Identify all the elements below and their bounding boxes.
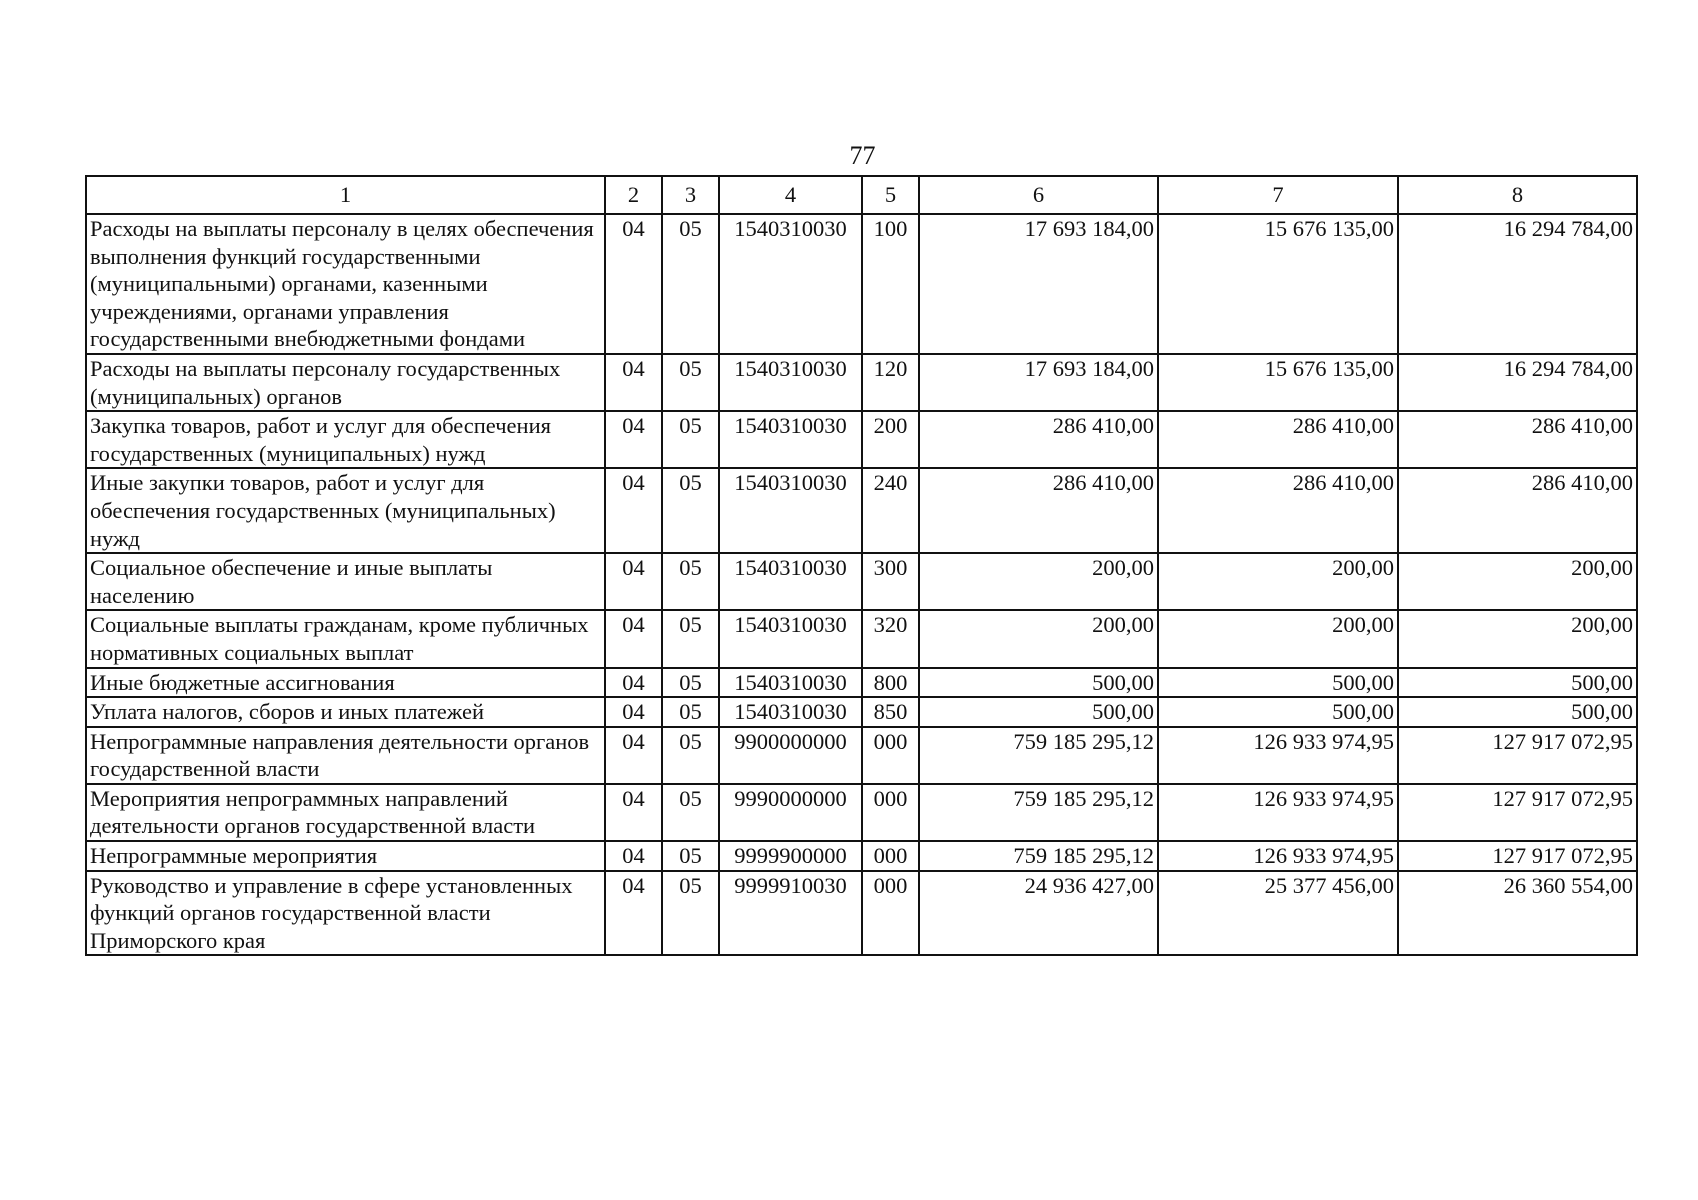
- table-row: [86, 871, 1637, 956]
- amount-col8: 500,00: [1398, 668, 1637, 698]
- table-row: [86, 610, 1637, 667]
- section-code: 04: [605, 468, 662, 553]
- expense-name: Иные закупки товаров, работ и услуг для обеспечения государственных (муниципальных) нужд: [86, 468, 605, 553]
- amount-col7: 126 933 974,95: [1158, 784, 1398, 841]
- expense-type-code: 000: [862, 727, 919, 784]
- page-number: 77: [849, 141, 876, 170]
- target-code: 1540310030: [719, 354, 862, 411]
- expense-name: Уплата налогов, сборов и иных платежей: [86, 697, 605, 727]
- amount-col8: 200,00: [1398, 610, 1637, 667]
- expense-type-code: 850: [862, 697, 919, 727]
- amount-col7: 15 676 135,00: [1158, 214, 1398, 354]
- column-header: 4: [719, 176, 862, 214]
- column-header: 6: [919, 176, 1158, 214]
- amount-col7: 200,00: [1158, 553, 1398, 610]
- subsection-code: 05: [662, 411, 719, 468]
- header-row: [86, 176, 1637, 214]
- expense-name: Социальные выплаты гражданам, кроме публичных нормативных социальных выплат: [86, 610, 605, 667]
- section-code: 04: [605, 354, 662, 411]
- section-code: 04: [605, 553, 662, 610]
- amount-col6: 759 185 295,12: [919, 727, 1158, 784]
- expense-name: Непрограммные мероприятия: [86, 841, 605, 871]
- expense-name: Непрограммные направления деятельности органов государственной власти: [86, 727, 605, 784]
- amount-col6: 286 410,00: [919, 468, 1158, 553]
- table-row: [86, 411, 1637, 468]
- target-code: 1540310030: [719, 668, 862, 698]
- amount-col6: 17 693 184,00: [919, 354, 1158, 411]
- expense-type-code: 120: [862, 354, 919, 411]
- expense-type-code: 200: [862, 411, 919, 468]
- expense-name: Закупка товаров, работ и услуг для обеспечения государственных (муниципальных) нужд: [86, 411, 605, 468]
- amount-col7: 25 377 456,00: [1158, 871, 1398, 956]
- expense-name: Социальное обеспечение и иные выплаты населению: [86, 553, 605, 610]
- target-code: 1540310030: [719, 610, 862, 667]
- amount-col8: 26 360 554,00: [1398, 871, 1637, 956]
- amount-col6: 286 410,00: [919, 411, 1158, 468]
- table-row: [86, 697, 1637, 727]
- subsection-code: 05: [662, 697, 719, 727]
- section-code: 04: [605, 668, 662, 698]
- target-code: 9999900000: [719, 841, 862, 871]
- column-header: 3: [662, 176, 719, 214]
- amount-col6: 759 185 295,12: [919, 784, 1158, 841]
- table-row: [86, 468, 1637, 553]
- amount-col8: 200,00: [1398, 553, 1637, 610]
- amount-col8: 127 917 072,95: [1398, 841, 1637, 871]
- amount-col8: 127 917 072,95: [1398, 727, 1637, 784]
- target-code: 9990000000: [719, 784, 862, 841]
- target-code: 9999910030: [719, 871, 862, 956]
- amount-col7: 286 410,00: [1158, 411, 1398, 468]
- table-row: [86, 841, 1637, 871]
- amount-col8: 500,00: [1398, 697, 1637, 727]
- target-code: 1540310030: [719, 697, 862, 727]
- section-code: 04: [605, 697, 662, 727]
- table-row: [86, 668, 1637, 698]
- section-code: 04: [605, 871, 662, 956]
- amount-col8: 127 917 072,95: [1398, 784, 1637, 841]
- column-header: 7: [1158, 176, 1398, 214]
- budget-table: [85, 175, 1638, 956]
- column-header: 2: [605, 176, 662, 214]
- subsection-code: 05: [662, 871, 719, 956]
- subsection-code: 05: [662, 841, 719, 871]
- table-row: [86, 553, 1637, 610]
- expense-type-code: 000: [862, 841, 919, 871]
- expense-type-code: 000: [862, 871, 919, 956]
- target-code: 1540310030: [719, 411, 862, 468]
- amount-col7: 500,00: [1158, 697, 1398, 727]
- section-code: 04: [605, 411, 662, 468]
- subsection-code: 05: [662, 610, 719, 667]
- amount-col6: 500,00: [919, 697, 1158, 727]
- table-row: [86, 784, 1637, 841]
- table-row: [86, 727, 1637, 784]
- amount-col8: 286 410,00: [1398, 468, 1637, 553]
- table-row: [86, 214, 1637, 354]
- amount-col6: 17 693 184,00: [919, 214, 1158, 354]
- section-code: 04: [605, 214, 662, 354]
- subsection-code: 05: [662, 468, 719, 553]
- amount-col8: 286 410,00: [1398, 411, 1637, 468]
- amount-col8: 16 294 784,00: [1398, 354, 1637, 411]
- expense-name: Иные бюджетные ассигнования: [86, 668, 605, 698]
- expense-name: Расходы на выплаты персоналу в целях обеспечения выполнения функций государственными (муниципальными) органами, казенными учреждениями, органами управления государственными внебюджетными фондами: [86, 214, 605, 354]
- subsection-code: 05: [662, 668, 719, 698]
- column-header: 1: [86, 176, 605, 214]
- target-code: 9900000000: [719, 727, 862, 784]
- amount-col6: 200,00: [919, 610, 1158, 667]
- amount-col6: 759 185 295,12: [919, 841, 1158, 871]
- section-code: 04: [605, 784, 662, 841]
- amount-col7: 15 676 135,00: [1158, 354, 1398, 411]
- expense-type-code: 300: [862, 553, 919, 610]
- column-header: 5: [862, 176, 919, 214]
- target-code: 1540310030: [719, 468, 862, 553]
- amount-col7: 126 933 974,95: [1158, 841, 1398, 871]
- amount-col6: 24 936 427,00: [919, 871, 1158, 956]
- expense-name: Руководство и управление в сфере установленных функций органов государственной власти Приморского края: [86, 871, 605, 956]
- table-row: [86, 354, 1637, 411]
- expense-name: Мероприятия непрограммных направлений деятельности органов государственной власти: [86, 784, 605, 841]
- expense-type-code: 800: [862, 668, 919, 698]
- section-code: 04: [605, 841, 662, 871]
- amount-col8: 16 294 784,00: [1398, 214, 1637, 354]
- column-header: 8: [1398, 176, 1637, 214]
- expense-type-code: 100: [862, 214, 919, 354]
- expense-type-code: 000: [862, 784, 919, 841]
- target-code: 1540310030: [719, 214, 862, 354]
- subsection-code: 05: [662, 727, 719, 784]
- amount-col7: 200,00: [1158, 610, 1398, 667]
- expense-type-code: 320: [862, 610, 919, 667]
- expense-name: Расходы на выплаты персоналу государственных (муниципальных) органов: [86, 354, 605, 411]
- subsection-code: 05: [662, 214, 719, 354]
- expense-type-code: 240: [862, 468, 919, 553]
- amount-col7: 500,00: [1158, 668, 1398, 698]
- section-code: 04: [605, 610, 662, 667]
- section-code: 04: [605, 727, 662, 784]
- amount-col7: 126 933 974,95: [1158, 727, 1398, 784]
- subsection-code: 05: [662, 553, 719, 610]
- amount-col6: 200,00: [919, 553, 1158, 610]
- amount-col6: 500,00: [919, 668, 1158, 698]
- amount-col7: 286 410,00: [1158, 468, 1398, 553]
- subsection-code: 05: [662, 784, 719, 841]
- target-code: 1540310030: [719, 553, 862, 610]
- subsection-code: 05: [662, 354, 719, 411]
